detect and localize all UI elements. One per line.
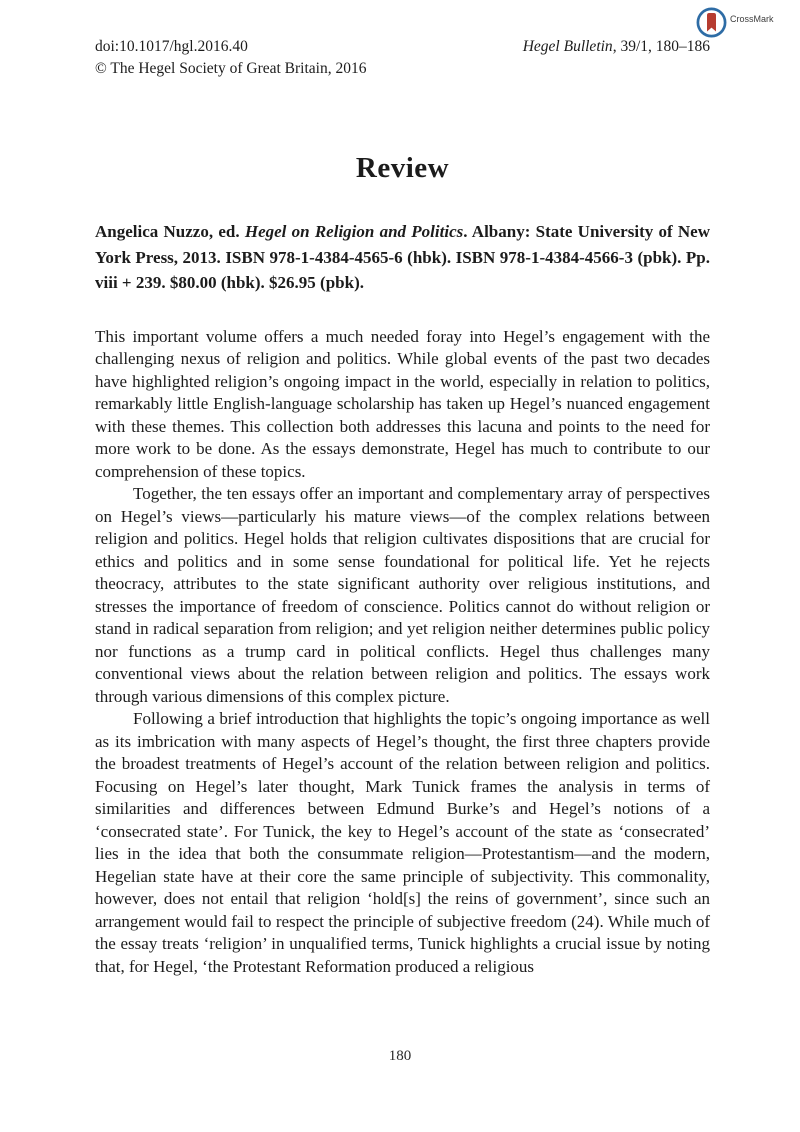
review-body [95, 326, 710, 979]
doi-text: doi:10.1017/hgl.2016.40 [95, 38, 248, 55]
page-header [95, 36, 710, 79]
header-left [95, 36, 366, 79]
copyright-text: © The Hegel Society of Great Britain, 2016 [95, 59, 367, 77]
book-citation: Angelica Nuzzo, ed. Hegel on Religion and Politics. Albany: State University of New York Press, 2013. ISBN 978-1-4384-4565-6 (hbk). ISBN 978-1-4384-4566-3 (pbk). Pp. viii + 239. $80.00 (hbk). $26.95 (pbk). [95, 222, 710, 292]
paragraph: This important volume offers a much needed foray into Hegel’s engagement with the challenging nexus of religion and politics. While global events of the past two decades have highlighted religion’s ongoing impact in the world, especially in relation to politics, remarkably little English-language scholarship has taken up Hegel’s nuanced engagement with these themes. This collection both addresses this lacuna and points to the need for more work to be done. As the essays demonstrate, Hegel has much to contribute to our comprehension of these topics. [95, 326, 710, 481]
crossmark-label: CrossMark [730, 14, 774, 24]
page-number: 180 [388, 1048, 412, 1064]
crossmark-badge[interactable] [696, 7, 774, 43]
page-title: Review [355, 152, 450, 184]
journal-citation: Hegel Bulletin, 39/1, 180–186 [522, 38, 710, 55]
paragraph: Following a brief introduction that highlights the topic’s ongoing importance as well as its imbrication with many aspects of Hegel’s thought, the first three chapters provide the broadest treatments of Hegel’s account of the relation between religion and politics. Focusing on Hegel’s later thought, Mark Tunick frames the analysis in terms of similarities and differences between Edmund Burke’s and Hegel’s notions of a ‘consecrated state’. For Tunick, the key to Hegel’s account of the state as ‘consecrated’ lies in the idea that both the consummate religion—Protestantism—and the modern, Hegelian state have at their core the same principle of subjectivity. This commonality, however, does not entail that religion ‘hold[s] the reins of government’, since such an arrangement would fail to respect the principle of subjective freedom (24). While much of the essay treats ‘religion’ in unqualified terms, Tunick highlights a crucial issue by noting that, for Hegel, ‘the Protestant Reformation produced a religious [95, 709, 710, 976]
crossmark-icon [696, 7, 727, 43]
paragraph: Together, the ten essays offer an important and complementary array of perspectives on Hegel’s views—particularly his mature views—of the complex relations between religion and politics. Hegel holds that religion cultivates dispositions that are crucial for ethics and politics and in some sense foundational for political life. Yet he rejects theocracy, attributes to the state significant authority over religious institutions, and stresses the importance of freedom of conscience. Politics cannot do without religion or stand in radical separation from religion; and yet religion neither determines public policy nor functions as a trump card in political conflicts. Hegel thus challenges many conventional views about the relation between religion and politics. The essays work through various dimensions of this complex picture. [95, 484, 710, 706]
